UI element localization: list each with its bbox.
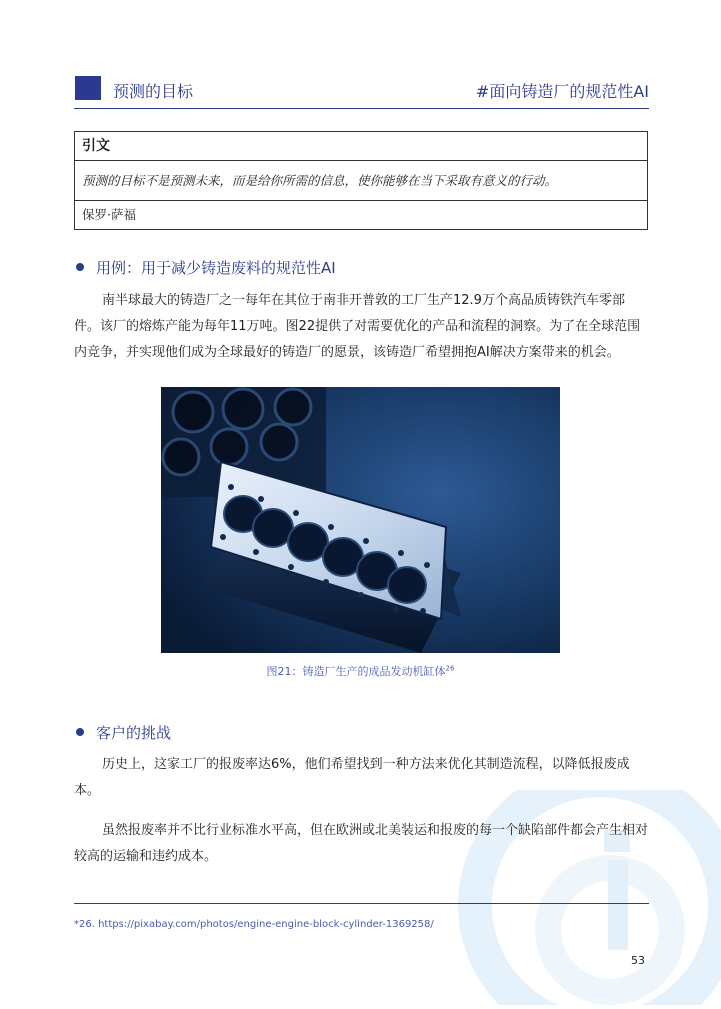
caption-text: 图21：铸造厂生产的成品发动机缸体 — [266, 665, 446, 678]
section-heading-text: 用例：用于减少铸造废料的规范性AI — [96, 259, 336, 277]
challenge-paragraph-2: 虽然报废率并不比行业标准水平高，但在欧洲或北美装运和报废的每一个缺陷部件都会产生相对较高的运输和违约成本。 — [74, 823, 649, 864]
bullet-dot-icon — [76, 728, 84, 736]
section-heading-challenge — [76, 722, 171, 743]
figure-caption — [0, 663, 721, 679]
header-square-icon — [75, 76, 101, 100]
quote-text: 预测的目标不是预测未来，而是给你所需的信息，使你能够在当下采取有意义的行动。 — [75, 161, 647, 201]
quote-title: 引文 — [75, 132, 647, 161]
footnote: *26. https://pixabay.com/photos/engine-engine-block-cylinder-1369258/ — [74, 919, 434, 930]
quote-author: 保罗·萨福 — [82, 207, 136, 222]
header-document-title: #面向铸造厂的规范性AI — [475, 82, 649, 101]
header-rule — [74, 108, 649, 109]
quote-box — [74, 131, 648, 230]
section-heading-use-case — [76, 257, 336, 278]
challenge-paragraph-1: 历史上，这家工厂的报废率达6%，他们希望找到一种方法来优化其制造流程，以降低报废成本。 — [74, 757, 630, 798]
section-heading-text: 客户的挑战 — [96, 724, 172, 742]
bullet-dot-icon — [76, 263, 84, 271]
engine-block-photo — [161, 387, 560, 653]
footnote-rule — [74, 903, 649, 904]
use-case-paragraph: 南半球最大的铸造厂之一每年在其位于南非开普敦的工厂生产12.9万个高品质铸铁汽车零部件。该厂的熔炼产能为每年11万吨。图22提供了对需要优化的产品和流程的洞察。为了在全球范围内竞争，并实现他们成为全球最好的铸造厂的愿景，该铸造厂希望拥抱AI解决方案带来的机会。 — [74, 293, 641, 360]
header-section-title: 预测的目标 — [113, 82, 194, 101]
caption-footnote-ref: 26 — [445, 664, 455, 673]
page-number: 53 — [631, 954, 645, 967]
